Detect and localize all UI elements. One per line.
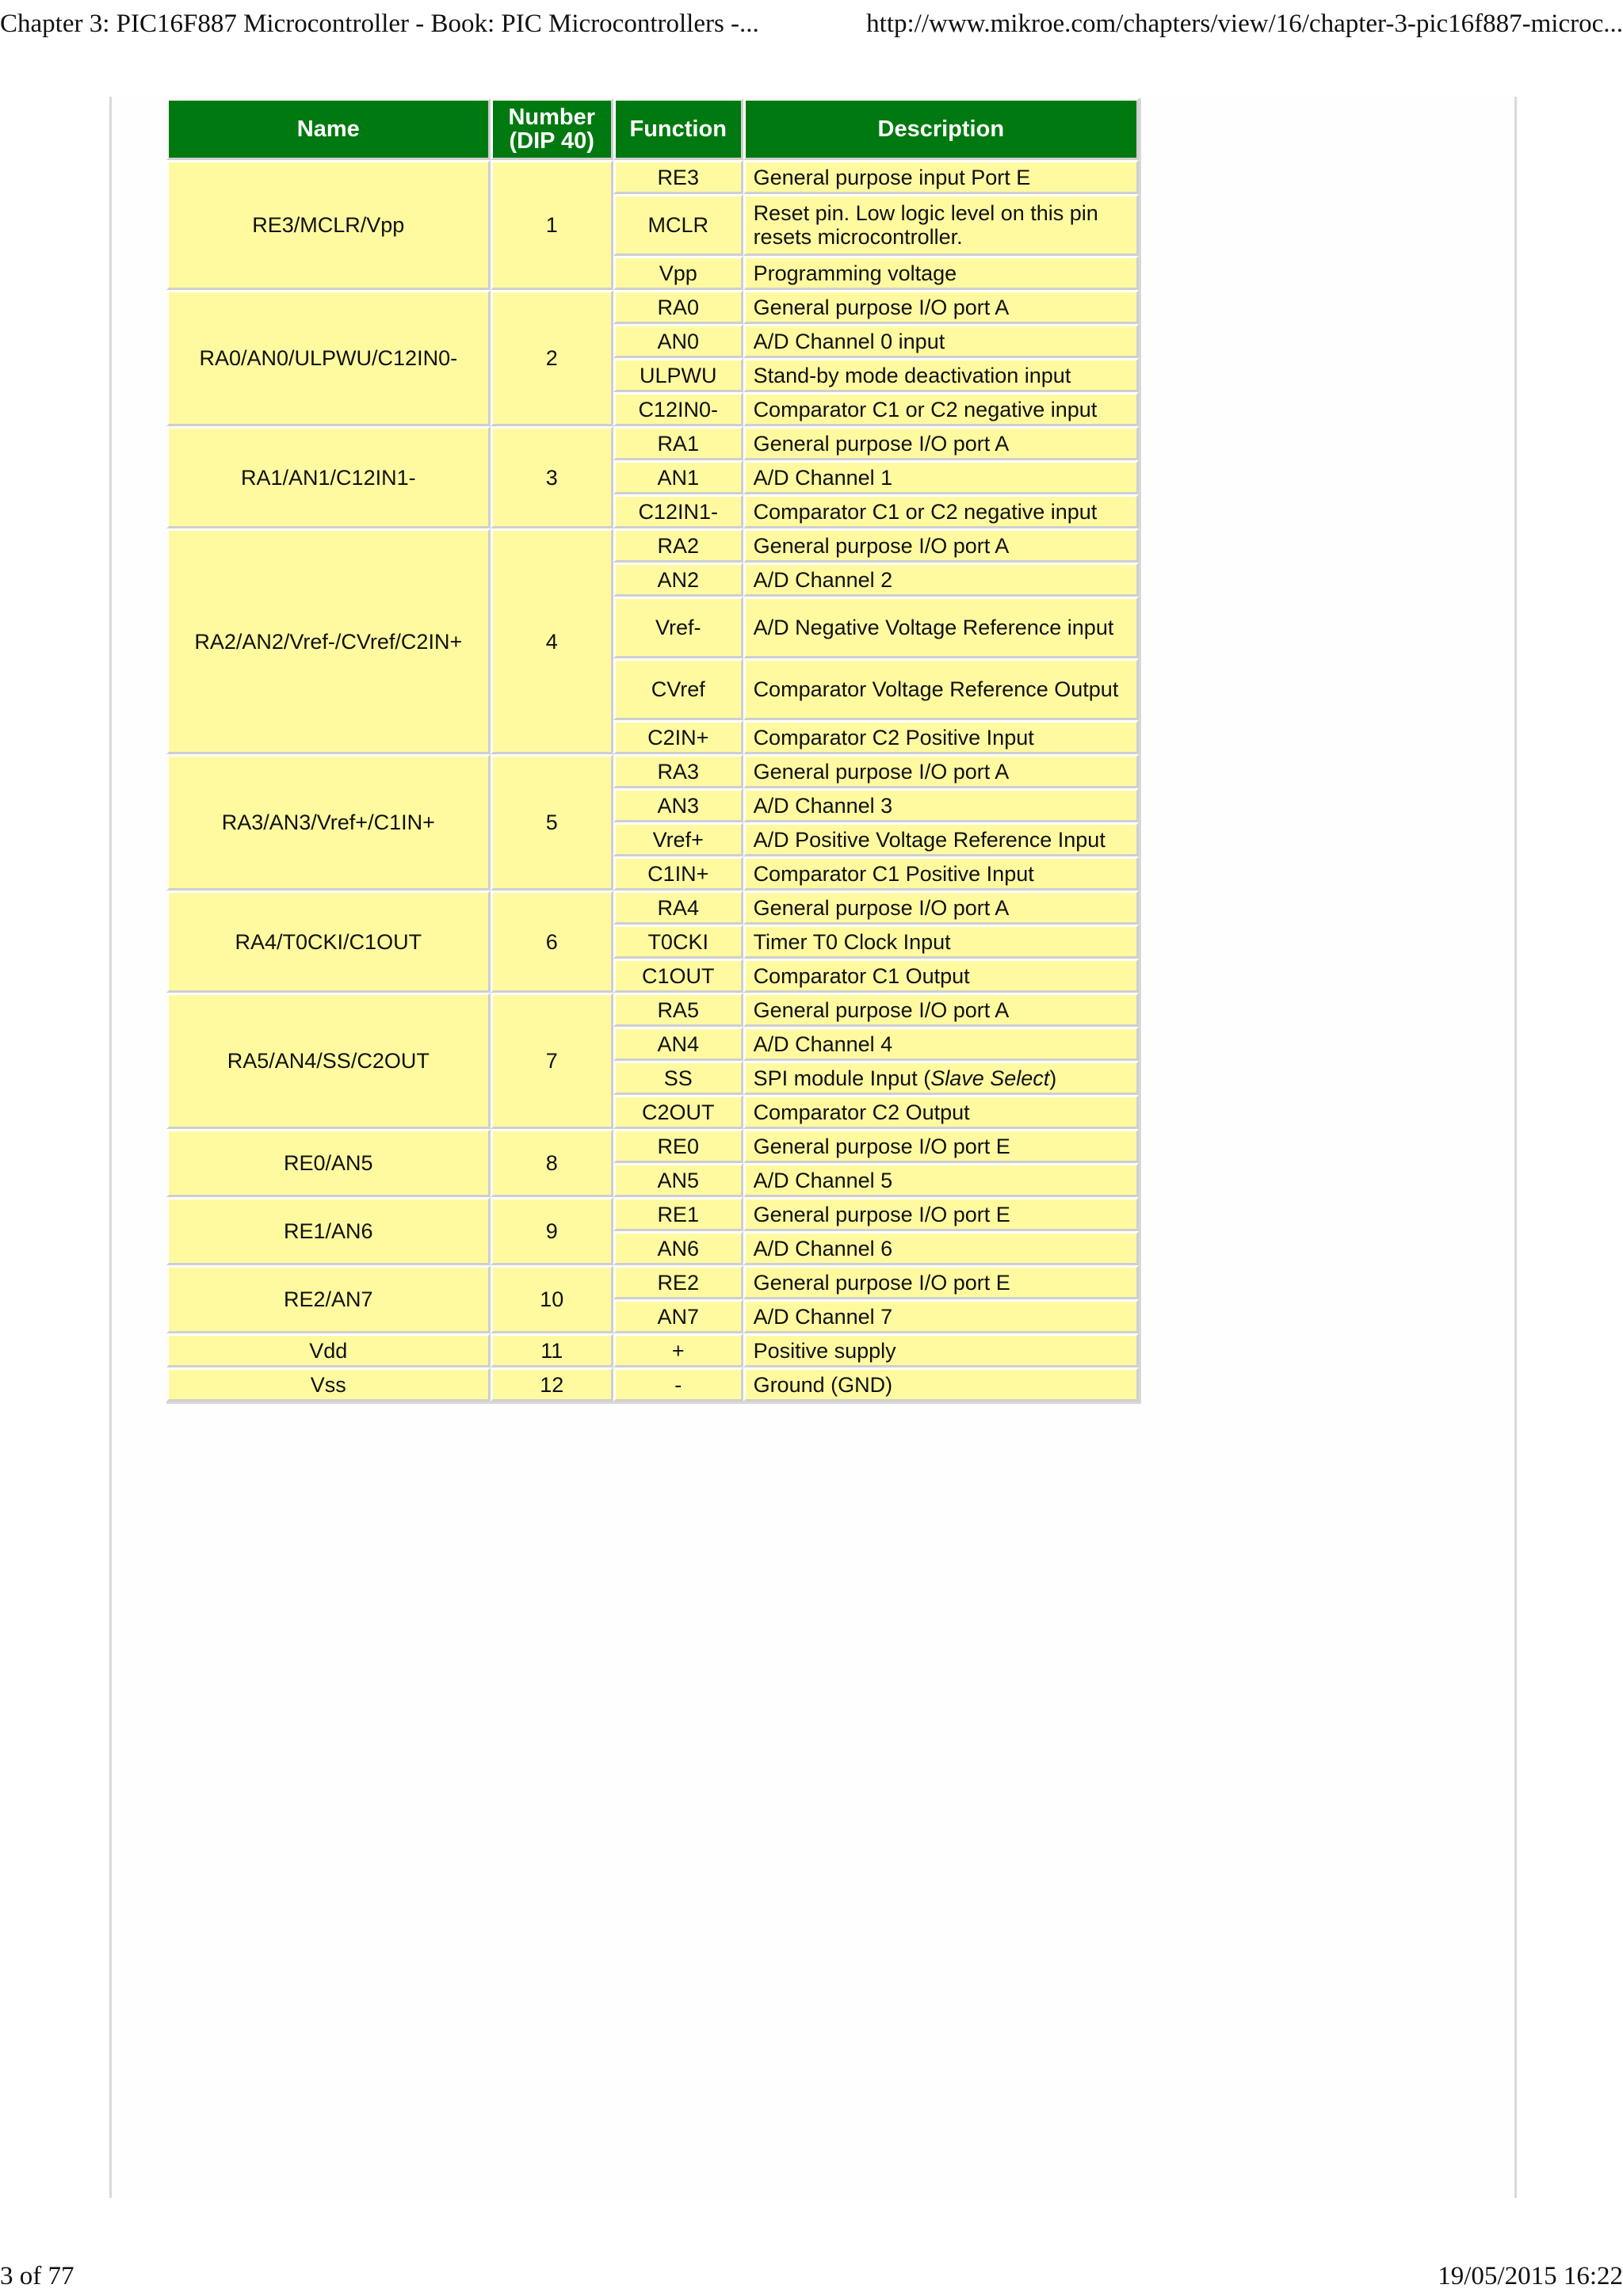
pin-number-cell: 3 — [491, 426, 613, 528]
table-row — [166, 290, 1139, 324]
pin-function-cell: C1IN+ — [613, 856, 743, 891]
description-text: Comparator C1 Positive Input — [753, 861, 1034, 886]
pin-function-cell: AN2 — [613, 563, 743, 597]
pin-function-cell: Vref+ — [613, 822, 743, 856]
pin-description-cell — [743, 597, 1139, 658]
pin-function-cell: RE2 — [613, 1265, 743, 1299]
pin-function-cell: RE1 — [613, 1197, 743, 1231]
pin-function-cell: SS — [613, 1061, 743, 1095]
pin-description-cell — [743, 194, 1139, 256]
pin-description-table — [166, 98, 1141, 1404]
pin-number-cell: 2 — [491, 290, 613, 426]
pin-description-cell — [743, 856, 1139, 891]
pin-description-cell — [743, 658, 1139, 720]
print-page-url: http://www.mikroe.com/chapters/view/16/chapter-3-pic16f887-microc... — [866, 10, 1623, 38]
pin-function-cell: C12IN1- — [613, 494, 743, 528]
description-text: Programming voltage — [753, 261, 957, 285]
description-text: General purpose I/O port E — [753, 1270, 1010, 1295]
table-row — [166, 993, 1139, 1027]
pin-name-cell: RA0/AN0/ULPWU/C12IN0- — [166, 290, 491, 426]
header-function: Function — [613, 98, 743, 160]
pin-function-cell: AN5 — [613, 1163, 743, 1197]
pin-function-cell: C2OUT — [613, 1095, 743, 1129]
pin-function-cell: AN4 — [613, 1027, 743, 1061]
description-text: General purpose I/O port A — [753, 431, 1010, 456]
pin-description-cell — [743, 1299, 1139, 1333]
description-text: Ground (GND) — [753, 1372, 893, 1397]
pin-description-cell — [743, 993, 1139, 1027]
pin-number-cell: 4 — [491, 528, 613, 754]
pin-description-cell — [743, 1163, 1139, 1197]
description-text: A/D Channel 1 — [753, 465, 893, 490]
pin-description-cell — [743, 494, 1139, 528]
pin-name-cell: RA2/AN2/Vref-/CVref/C2IN+ — [166, 528, 491, 754]
pin-function-cell: ULPWU — [613, 358, 743, 392]
description-text: Reset pin. Low logic level on this pin resets microcontroller. — [753, 201, 1098, 249]
pin-function-cell: RA3 — [613, 754, 743, 788]
pin-number-cell: 7 — [491, 993, 613, 1129]
pin-function-cell: RA4 — [613, 891, 743, 925]
table-row — [166, 160, 1139, 194]
table-header-row — [166, 98, 1139, 160]
pin-number-cell: 5 — [491, 754, 613, 891]
description-text: General purpose input Port E — [753, 165, 1031, 189]
pin-name-cell: RE2/AN7 — [166, 1265, 491, 1333]
table-row — [166, 426, 1139, 460]
pin-name-cell: RE1/AN6 — [166, 1197, 491, 1265]
pin-description-cell — [743, 392, 1139, 426]
pin-name-cell: RE3/MCLR/Vpp — [166, 160, 491, 290]
pin-function-cell: AN3 — [613, 788, 743, 822]
pin-name-cell: RA4/T0CKI/C1OUT — [166, 891, 491, 993]
pin-function-cell: T0CKI — [613, 925, 743, 959]
pin-number-cell: 6 — [491, 891, 613, 993]
pin-description-cell — [743, 1265, 1139, 1299]
pin-description-cell — [743, 754, 1139, 788]
description-text: Timer T0 Clock Input — [753, 929, 951, 954]
print-timestamp: 19/05/2015 16:22 — [1438, 2262, 1623, 2290]
pin-description-cell — [743, 1095, 1139, 1129]
description-text: General purpose I/O port E — [753, 1202, 1010, 1226]
table-row — [166, 528, 1139, 563]
header-name: Name — [166, 98, 491, 160]
pin-name-cell: Vdd — [166, 1333, 491, 1367]
pin-function-cell: MCLR — [613, 194, 743, 256]
pin-name-cell: RA5/AN4/SS/C2OUT — [166, 993, 491, 1129]
description-text: A/D Channel 7 — [753, 1304, 893, 1329]
pin-function-cell: + — [613, 1333, 743, 1367]
pin-number-cell: 12 — [491, 1367, 613, 1402]
pin-function-cell: CVref — [613, 658, 743, 720]
pin-function-cell: RA1 — [613, 426, 743, 460]
print-page-title: Chapter 3: PIC16F887 Microcontroller - Book: PIC Microcontrollers -... — [0, 10, 759, 38]
print-header — [0, 8, 1623, 43]
print-page-counter: 3 of 77 — [0, 2262, 74, 2290]
header-number-line2: (DIP 40) — [509, 128, 594, 154]
pin-function-cell: AN7 — [613, 1299, 743, 1333]
pin-description-cell — [743, 891, 1139, 925]
pin-description-cell — [743, 788, 1139, 822]
description-text-end: ) — [1049, 1066, 1057, 1090]
table-row — [166, 754, 1139, 788]
pin-function-cell: RE0 — [613, 1129, 743, 1163]
pin-function-cell: RE3 — [613, 160, 743, 194]
table-row — [166, 1129, 1139, 1163]
pin-description-cell — [743, 959, 1139, 993]
table-row — [166, 1265, 1139, 1299]
description-text: Comparator C1 or C2 negative input — [753, 397, 1098, 421]
description-text: A/D Negative Voltage Reference input — [753, 616, 1114, 639]
pin-description-cell — [743, 822, 1139, 856]
description-italic-text: Slave Select — [930, 1066, 1050, 1090]
pin-number-cell: 11 — [491, 1333, 613, 1367]
pin-description-cell — [743, 256, 1139, 290]
pin-description-cell — [743, 925, 1139, 959]
description-text: A/D Channel 6 — [753, 1236, 893, 1261]
pin-function-cell: - — [613, 1367, 743, 1402]
description-text: General purpose I/O port A — [753, 997, 1010, 1022]
pin-table-body — [166, 160, 1139, 1402]
description-text: Comparator C2 Positive Input — [753, 725, 1034, 749]
description-text: A/D Channel 4 — [753, 1032, 893, 1056]
description-text: General purpose I/O port A — [753, 533, 1010, 558]
pin-description-cell — [743, 290, 1139, 324]
description-text: A/D Channel 5 — [753, 1168, 893, 1192]
header-number — [491, 98, 613, 160]
pin-function-cell: Vpp — [613, 256, 743, 290]
description-text: A/D Channel 3 — [753, 793, 893, 818]
pin-description-cell — [743, 1129, 1139, 1163]
pin-description-cell — [743, 1061, 1139, 1095]
pin-function-cell: RA0 — [613, 290, 743, 324]
description-text: Comparator C1 Output — [753, 963, 970, 988]
pin-number-cell: 8 — [491, 1129, 613, 1197]
pin-function-cell: C12IN0- — [613, 392, 743, 426]
description-text: A/D Channel 0 input — [753, 329, 945, 353]
pin-description-cell — [743, 358, 1139, 392]
description-text: Stand-by mode deactivation input — [753, 363, 1071, 387]
pin-number-cell: 1 — [491, 160, 613, 290]
pin-description-cell — [743, 1367, 1139, 1402]
pin-function-cell: AN0 — [613, 324, 743, 358]
description-text: General purpose I/O port A — [753, 295, 1010, 319]
pin-function-cell: AN1 — [613, 460, 743, 494]
header-number-line1: Number — [508, 105, 596, 130]
pin-description-cell — [743, 1197, 1139, 1231]
pin-name-cell: RE0/AN5 — [166, 1129, 491, 1197]
pin-number-cell: 10 — [491, 1265, 613, 1333]
pin-name-cell: Vss — [166, 1367, 491, 1402]
description-text: A/D Channel 2 — [753, 567, 893, 592]
description-text: Positive supply — [753, 1338, 896, 1363]
table-row — [166, 1197, 1139, 1231]
pin-function-cell: C2IN+ — [613, 720, 743, 754]
description-text: Comparator C2 Output — [753, 1100, 970, 1124]
pin-description-cell — [743, 563, 1139, 597]
description-text: Comparator Voltage Reference Output — [753, 677, 1119, 701]
table-row — [166, 1367, 1139, 1402]
description-text: A/D Positive Voltage Reference Input — [753, 827, 1106, 852]
description-text: General purpose I/O port E — [753, 1134, 1010, 1158]
description-text: General purpose I/O port A — [753, 895, 1010, 920]
table-row — [166, 1333, 1139, 1367]
pin-description-cell — [743, 160, 1139, 194]
pin-description-cell — [743, 528, 1139, 563]
table-row — [166, 891, 1139, 925]
pin-function-cell: Vref- — [613, 597, 743, 658]
pin-name-cell: RA1/AN1/C12IN1- — [166, 426, 491, 528]
pin-function-cell: AN6 — [613, 1231, 743, 1265]
pin-function-cell: RA2 — [613, 528, 743, 563]
pin-description-cell — [743, 1231, 1139, 1265]
pin-description-cell — [743, 1333, 1139, 1367]
pin-number-cell: 9 — [491, 1197, 613, 1265]
pin-description-cell — [743, 460, 1139, 494]
pin-function-cell: C1OUT — [613, 959, 743, 993]
description-text: General purpose I/O port A — [753, 759, 1010, 784]
pin-description-cell — [743, 720, 1139, 754]
pin-description-cell — [743, 1027, 1139, 1061]
pin-name-cell: RA3/AN3/Vref+/C1IN+ — [166, 754, 491, 891]
description-text: SPI module Input ( — [753, 1066, 931, 1090]
pin-function-cell: RA5 — [613, 993, 743, 1027]
pin-description-cell — [743, 324, 1139, 358]
header-description: Description — [743, 98, 1139, 160]
description-text: Comparator C1 or C2 negative input — [753, 499, 1098, 524]
pin-description-cell — [743, 426, 1139, 460]
